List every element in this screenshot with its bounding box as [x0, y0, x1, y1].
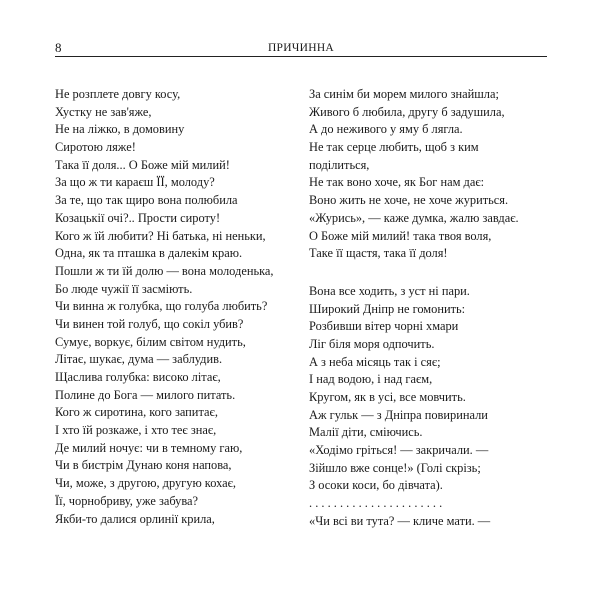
verse-line: Кого ж сиротина, кого запитає, [55, 405, 218, 420]
verse-line: «Ходімо гріться! — закричали. — [309, 443, 489, 458]
verse-line: І над водою, і над гаєм, [309, 372, 433, 387]
verse-line: Одна, як та пташка в далекім краю. [55, 246, 243, 261]
verse-line: «Журись», — каже думка, жалю завдає. [309, 210, 519, 225]
verse-line: Щаслива голубка: високо літає, [55, 370, 221, 384]
verse-line: За що ж ти караєш ЇЇ, молоду? [55, 175, 215, 190]
verse-line: Кругом, як в усі, все мовчить. [309, 390, 466, 404]
verse-line: Чи винен той голуб, що сокіл убив? [55, 316, 244, 331]
verse-line: Пошли ж ти їй долю — вона молоденька, [55, 263, 274, 278]
verse-line: О Боже мій милий! така твоя воля, [309, 228, 492, 243]
left-column [55, 86, 300, 528]
verse-line: Кого ж їй любити? Ні батька, ні неньки, [55, 228, 266, 243]
verse-line: Аж гульк — з Дніпра повиринали [309, 407, 488, 422]
verse-line: Де милий ночує: чи в темному гаю, [55, 440, 243, 455]
verse-line: За синім би морем милого знайшла; [309, 87, 499, 101]
page-number: 8 [55, 40, 62, 55]
verse-line: Її, чорнобриву, уже забува? [55, 493, 199, 508]
verse-line: Літає, шукає, дума — заблудив. [55, 352, 223, 367]
verse-line: Не розплете довгу косу, [55, 87, 181, 101]
verse-line: За те, що так щиро вона полюбила [55, 193, 238, 208]
verse-line: Сиротою ляже! [55, 140, 136, 155]
verse-line: Така її доля... О Боже мій милий! [55, 157, 230, 172]
verse-line: Живого б любила, другу б задушила, [309, 104, 505, 119]
verse-line: Ліг біля моря одпочить. [309, 336, 435, 351]
verse-line: «Чи всі ви тута? — кличе мати. — [309, 513, 491, 528]
verse-line: Малії діти, сміючись. [309, 425, 423, 440]
page-header [55, 40, 547, 57]
verse-line: Чи в бистрім Дунаю коня напова, [55, 458, 232, 473]
verse-line: А до неживого у яму б лягла. [309, 122, 463, 137]
verse-line: Таке її щастя, така її доля! [309, 246, 448, 261]
ellipsis-line: . . . . . . . . . . . . . . . . . . . . . . [309, 496, 443, 511]
verse-line: Розбивши вітер чорні хмари [309, 319, 459, 334]
verse-line: Не так воно хоче, як Бог нам дає: [309, 175, 485, 190]
running-title: ПРИЧИННА [267, 42, 335, 54]
verse-line: Бо люде чужії її засміють. [55, 281, 193, 296]
verse-line: І хто їй розкаже, і хто теє знає, [55, 423, 217, 438]
verse-line: Козацькії очі?.. Прости сироту! [55, 210, 221, 225]
verse-line: З осоки коси, бо дівчата). [309, 478, 443, 493]
verse-line: Полине до Бога — милого питать. [55, 387, 236, 402]
verse-line: Вона все ходить, з уст ні пари. [309, 283, 470, 298]
verse-line: Широкий Дніпр не гомонить: [309, 301, 466, 316]
verse-line: Якби-то далися орлинії крила, [55, 511, 215, 526]
verse-line: Не на ліжко, в домовину [55, 122, 185, 137]
verse-line: Сумує, воркує, білим світом нудить, [55, 334, 246, 349]
verse-line: поділиться, [309, 157, 370, 172]
verse-line: Не так серце любить, щоб з ким [309, 140, 479, 155]
stanza-gap [309, 263, 554, 283]
verse-line: Зійшло вже сонце!» (Голі скрізь; [309, 460, 481, 475]
verse-line: Хустку не зав'яже, [55, 104, 152, 119]
verse-line: А з неба місяць так і сяє; [309, 354, 441, 369]
verse-line: Чи винна ж голубка, що голуба любить? [55, 299, 268, 314]
verse-line: Воно жить не хоче, не хоче журиться. [309, 193, 509, 208]
right-column [309, 86, 554, 531]
verse-line: Чи, може, з другою, другую кохає, [55, 476, 237, 491]
